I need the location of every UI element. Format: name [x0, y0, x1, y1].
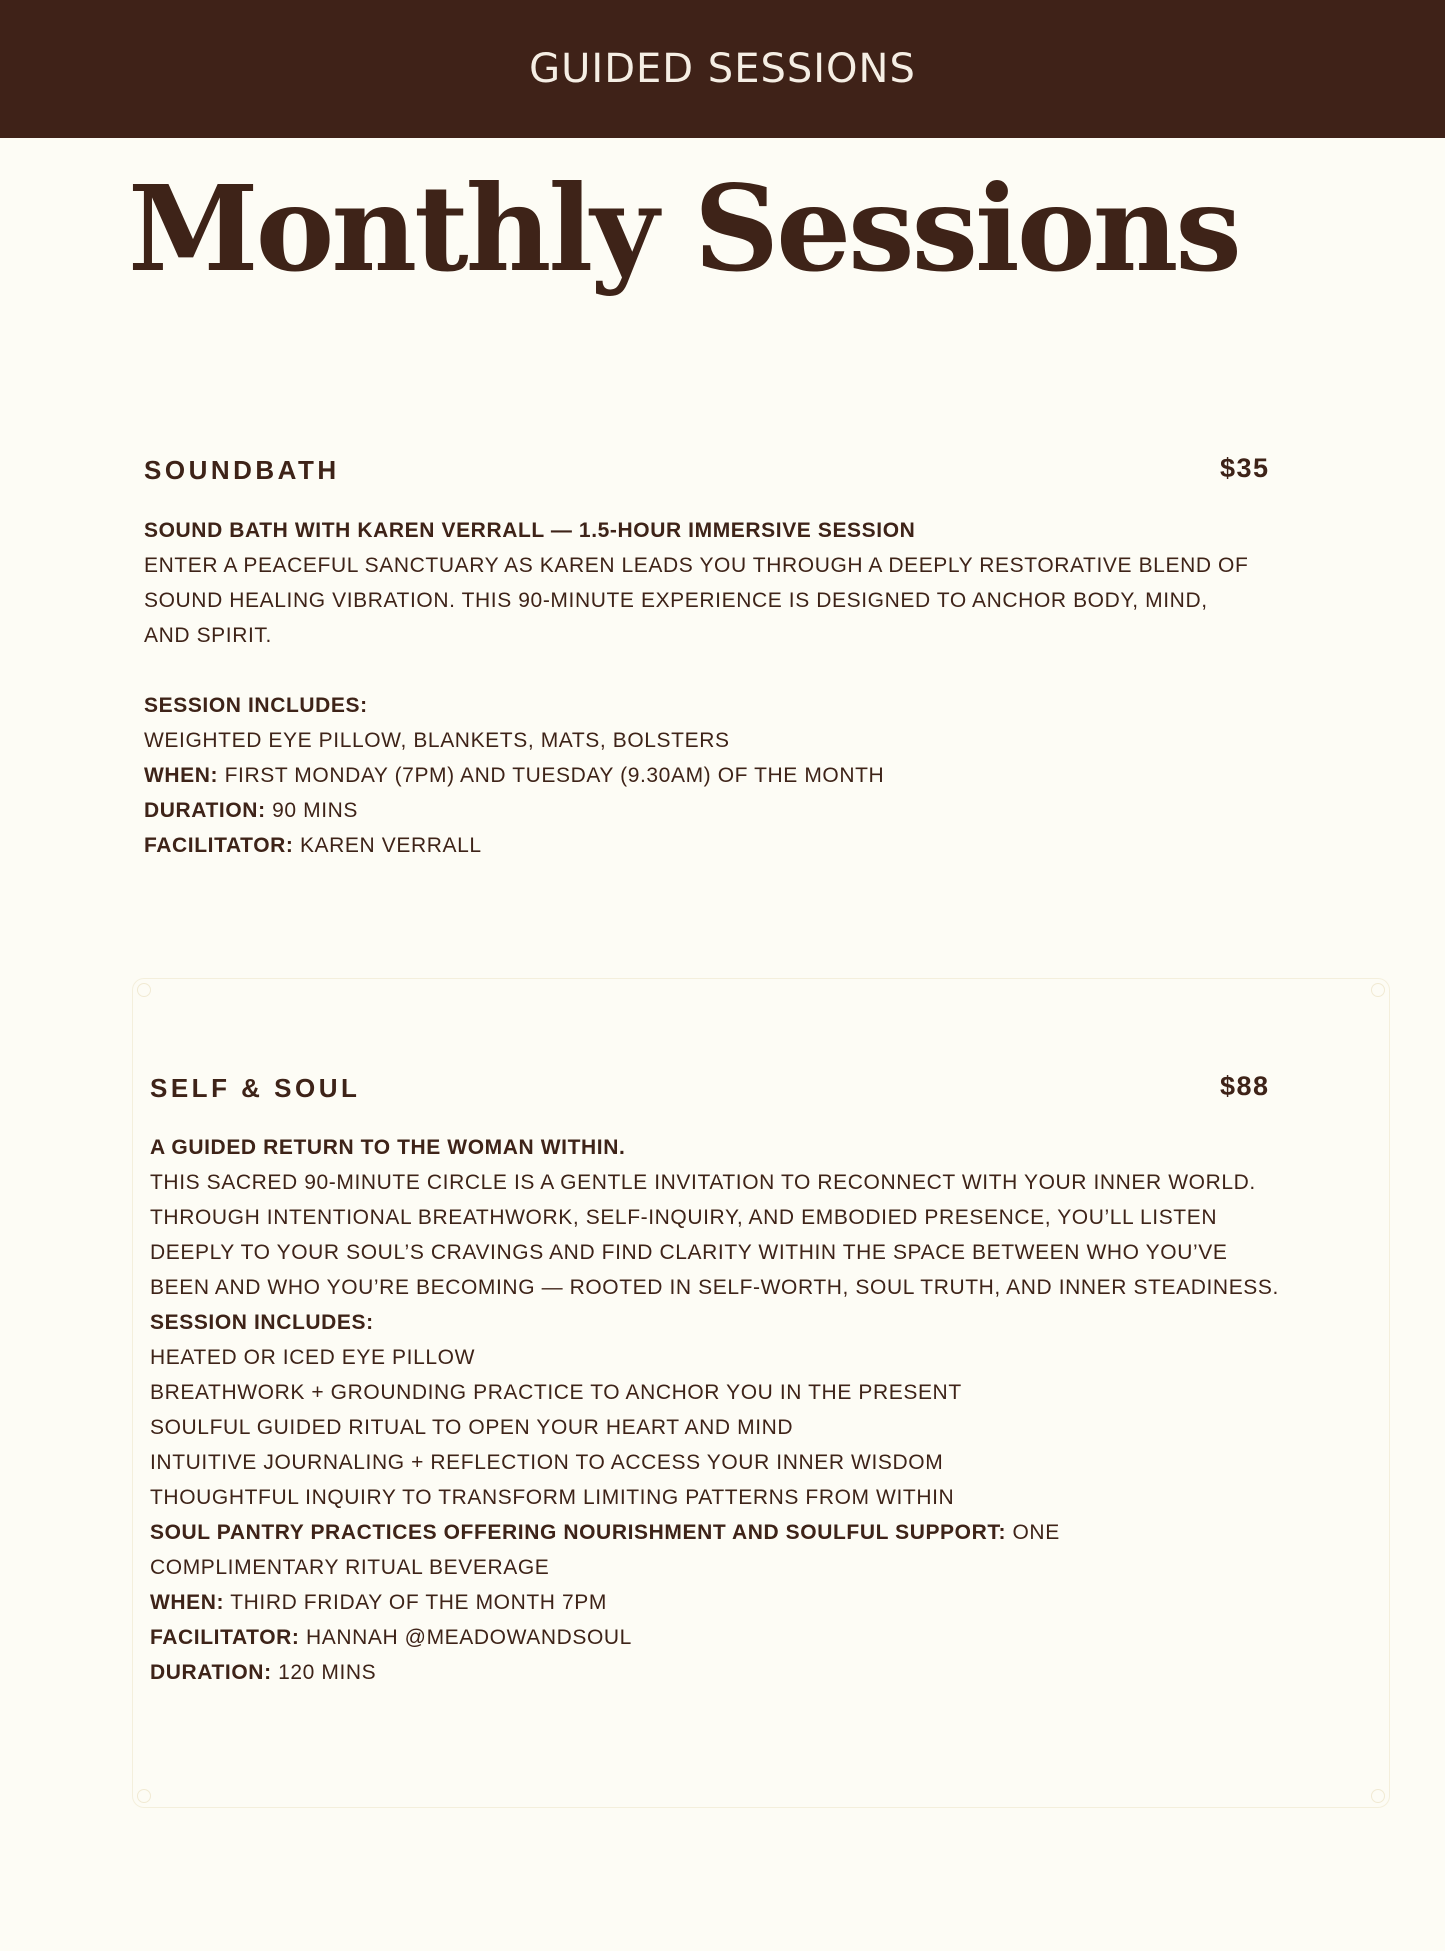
includes-item: BREATHWORK + GROUNDING PRACTICE TO ANCHOR YOU IN THE PRESENT — [150, 1381, 962, 1404]
detail-value: KAREN VERRALL — [299, 834, 482, 857]
detail-when — [150, 1585, 1350, 1620]
includes-label: SESSION INCLUDES: — [144, 694, 368, 717]
section-price: $88 — [1220, 1071, 1270, 1101]
detail-value: FIRST MONDAY (7PM) AND TUESDAY (9.30AM) OF THE MONTH — [224, 764, 885, 787]
detail-value: 90 MINS — [272, 799, 359, 822]
header-bar — [0, 0, 1445, 138]
detail-duration — [144, 793, 1324, 828]
detail-label: WHEN: — [150, 1591, 225, 1614]
description-line: AND SPIRIT. — [144, 624, 272, 647]
section-subtitle: SOUND BATH WITH KAREN VERRALL — 1.5-HOUR IMMERSIVE SESSION — [144, 519, 916, 542]
description-line: THIS SACRED 90-MINUTE CIRCLE IS A GENTLE INVITATION TO RECONNECT WITH YOUR INNER WORLD. — [150, 1171, 1256, 1194]
description-line: BEEN AND WHO YOU’RE BECOMING — ROOTED IN SELF-WORTH, SOUL TRUTH, AND INNER STEADINESS. — [150, 1276, 1279, 1299]
detail-when — [144, 758, 1324, 793]
section-name: SELF & SOUL — [150, 1073, 361, 1103]
includes-item: HEATED OR ICED EYE PILLOW — [150, 1346, 476, 1369]
detail-facilitator — [150, 1620, 1350, 1655]
description-line: SOUND HEALING VIBRATION. THIS 90-MINUTE EXPERIENCE IS DESIGNED TO ANCHOR BODY, MIND, — [144, 589, 1208, 612]
detail-value: HANNAH @MEADOWANDSOUL — [305, 1626, 632, 1649]
includes-item: WEIGHTED EYE PILLOW, BLANKETS, MATS, BOLSTERS — [144, 729, 730, 752]
spacer — [144, 653, 1324, 688]
detail-label: WHEN: — [144, 764, 219, 787]
pantry-value-continued: COMPLIMENTARY RITUAL BEVERAGE — [150, 1556, 550, 1579]
section-self-and-soul — [150, 1073, 1350, 1690]
section-body — [150, 1130, 1350, 1690]
description-line: ENTER A PEACEFUL SANCTUARY AS KAREN LEADS YOU THROUGH A DEEPLY RESTORATIVE BLEND OF — [144, 554, 1249, 577]
frame-corner — [1371, 983, 1385, 997]
detail-value: THIRD FRIDAY OF THE MONTH 7PM — [230, 1591, 607, 1614]
detail-label: DURATION: — [144, 799, 266, 822]
section-soundbath — [144, 455, 1324, 863]
detail-label: DURATION: — [150, 1661, 272, 1684]
section-subtitle: A GUIDED RETURN TO THE WOMAN WITHIN. — [150, 1136, 626, 1159]
section-header — [150, 1073, 1350, 1113]
includes-label: SESSION INCLUDES: — [150, 1311, 374, 1334]
detail-label: FACILITATOR: — [144, 834, 294, 857]
detail-facilitator — [144, 828, 1324, 863]
detail-value: 120 MINS — [278, 1661, 377, 1684]
description-line: THROUGH INTENTIONAL BREATHWORK, SELF-INQUIRY, AND EMBODIED PRESENCE, YOU’LL LISTEN — [150, 1206, 1218, 1229]
description-line: DEEPLY TO YOUR SOUL’S CRAVINGS AND FIND CLARITY WITHIN THE SPACE BETWEEN WHO YOU’VE — [150, 1241, 1228, 1264]
frame-corner — [137, 983, 151, 997]
section-name: SOUNDBATH — [144, 455, 340, 485]
pantry-label: SOUL PANTRY PRACTICES OFFERING NOURISHMENT AND SOULFUL SUPPORT: — [150, 1521, 1007, 1544]
includes-item: INTUITIVE JOURNALING + REFLECTION TO ACCESS YOUR INNER WISDOM — [150, 1451, 944, 1474]
pantry-line — [150, 1515, 1350, 1550]
frame-corner — [1371, 1789, 1385, 1803]
includes-item: THOUGHTFUL INQUIRY TO TRANSFORM LIMITING PATTERNS FROM WITHIN — [150, 1486, 955, 1509]
includes-item: SOULFUL GUIDED RITUAL TO OPEN YOUR HEART AND MIND — [150, 1416, 794, 1439]
section-price: $35 — [1220, 453, 1270, 483]
section-header — [144, 455, 1324, 495]
header-title: GUIDED SESSIONS — [529, 46, 916, 92]
detail-duration — [150, 1655, 1350, 1690]
page-title: Monthly Sessions — [128, 159, 1239, 298]
pantry-value: ONE — [1006, 1521, 1060, 1544]
detail-label: FACILITATOR: — [150, 1626, 300, 1649]
frame-corner — [137, 1789, 151, 1803]
section-body — [144, 513, 1324, 863]
